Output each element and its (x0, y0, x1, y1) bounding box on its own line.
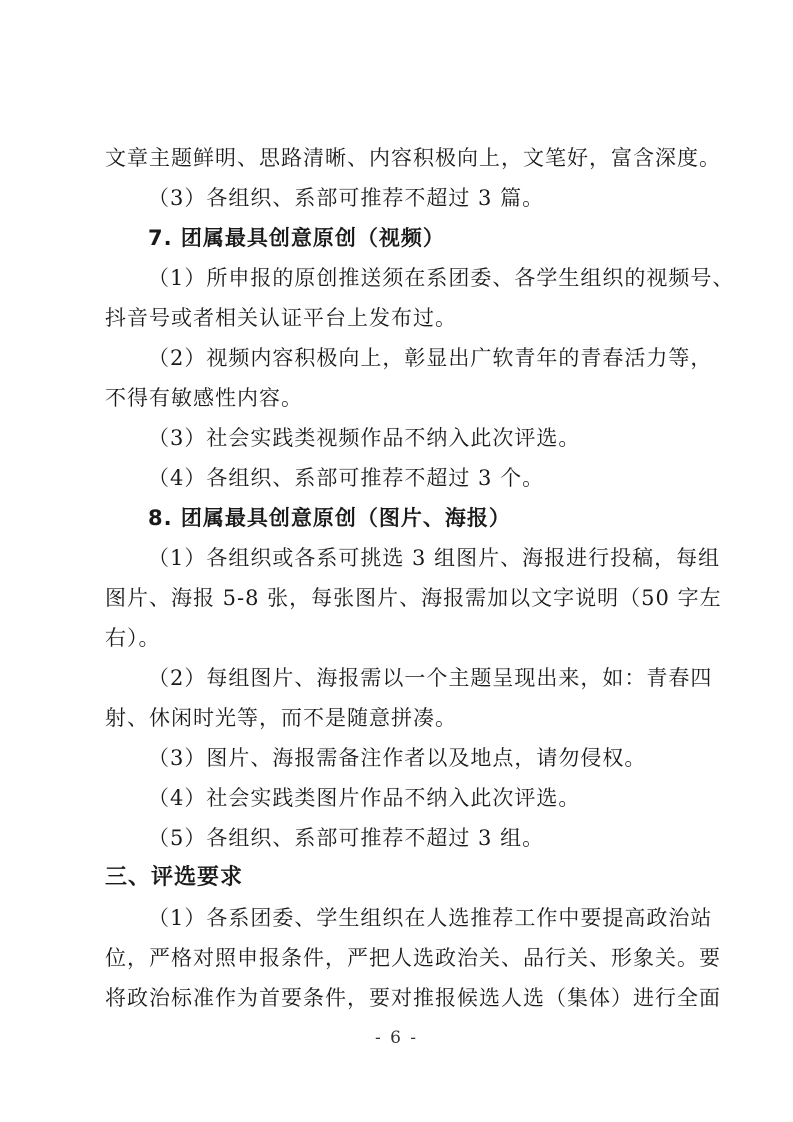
paragraph-line: （5）各组织、系部可推荐不超过 3 组。 (148, 826, 545, 850)
chapter-heading: 三、评选要求 (105, 865, 244, 890)
paragraph-line: （1）所申报的原创推送须在系团委、各学生组织的视频号、 (148, 266, 735, 290)
paragraph-line: （3）各组织、系部可推荐不超过 3 篇。 (148, 186, 545, 210)
paragraph-line: 不得有敏感性内容。 (105, 386, 303, 410)
paragraph-line: （4）各组织、系部可推荐不超过 3 个。 (148, 466, 545, 490)
section-heading: 7. 团属最具创意原创（视频） (148, 226, 445, 250)
paragraph-line: （3）图片、海报需备注作者以及地点，请勿侵权。 (148, 746, 647, 770)
paragraph-line: （1）各组织或各系可挑选 3 组图片、海报进行投稿，每组 (148, 546, 721, 570)
paragraph-line: 图片、海报 5-8 张，每张图片、海报需加以文字说明（50 字左 (105, 586, 722, 610)
paragraph-line: （2）每组图片、海报需以一个主题呈现出来，如：青春四 (148, 666, 713, 690)
paragraph-line: 射、休闲时光等，而不是随意拼凑。 (105, 706, 457, 730)
paragraph-line: （4）社会实践类图片作品不纳入此次评选。 (148, 786, 581, 810)
paragraph-line: （3）社会实践类视频作品不纳入此次评选。 (148, 426, 581, 450)
paragraph-line: 抖音号或者相关认证平台上发布过。 (105, 306, 457, 330)
paragraph-line: 将政治标准作为首要条件，要对推报候选人选（集体）进行全面 (105, 986, 721, 1010)
section-heading: 8. 团属最具创意原创（图片、海报） (148, 506, 511, 530)
page-number: - 6 - (374, 1028, 419, 1048)
paragraph-line: 文章主题鲜明、思路清晰、内容积极向上，文笔好，富含深度。 (105, 146, 721, 170)
paragraph-line: （2）视频内容积极向上，彰显出广软青年的青春活力等， (148, 346, 713, 370)
paragraph-line: 右）。 (105, 626, 161, 650)
paragraph-line: （1）各系团委、学生组织在人选推荐工作中要提高政治站 (148, 906, 713, 930)
paragraph-line: 位，严格对照申报条件，严把人选政治关、品行关、形象关。要 (105, 946, 721, 970)
